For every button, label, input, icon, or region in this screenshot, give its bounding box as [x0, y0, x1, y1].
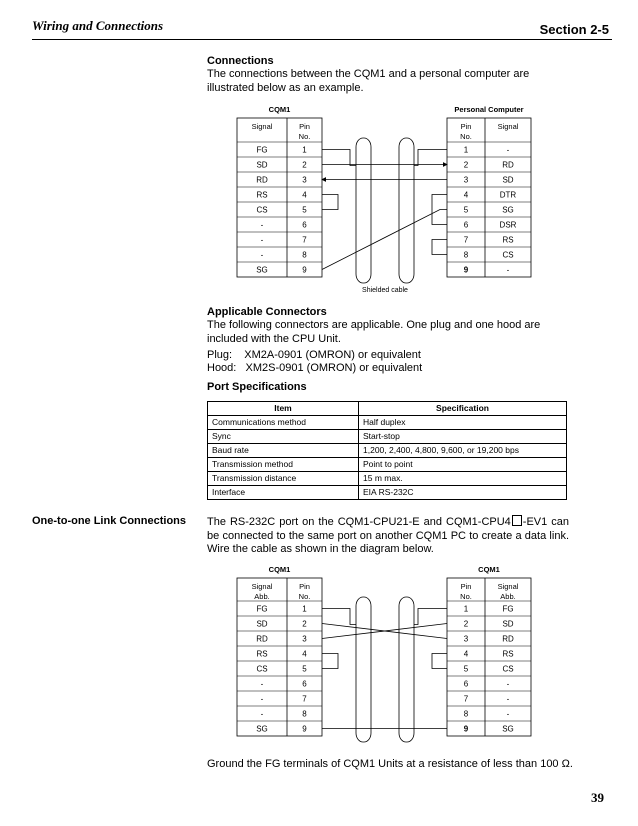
margin-heading-one-to-one: One-to-one Link Connections — [32, 515, 186, 527]
applicable-heading: Applicable Connectors — [207, 306, 327, 318]
left-pin-cell: 9 — [302, 265, 307, 275]
right-head-pin: Pin — [460, 122, 472, 131]
right-signal-cell: DSR — [499, 220, 517, 230]
right-pin-cell: 6 — [463, 679, 469, 689]
left-signal-cell: RS — [256, 649, 268, 659]
left-signal-cell: - — [260, 250, 264, 260]
left-pin-cell: 6 — [302, 220, 307, 230]
left-head-signal: Signal — [251, 582, 273, 591]
right-signal-cell: SD — [502, 175, 514, 185]
cable-shield-right — [399, 597, 414, 742]
left-signal-cell: RD — [256, 634, 268, 644]
right-pin-cell: 5 — [463, 205, 469, 215]
one-to-one-text-a: The RS-232C port on the CQM1-CPU21-E and CQM1-CPU4 — [207, 516, 511, 528]
left-signal-cell: CS — [256, 664, 268, 674]
right-signal-cell: - — [506, 694, 510, 704]
left-pin-cell: 3 — [302, 634, 307, 644]
right-pin-cell: 4 — [463, 649, 469, 659]
right-pin-cell: 4 — [463, 190, 469, 200]
right-pin-cell: 2 — [463, 619, 469, 629]
spec-item-cell: Communications method — [208, 416, 359, 430]
left-signal-cell: - — [260, 235, 264, 245]
port-spec-heading: Port Specifications — [207, 381, 307, 393]
right-head-signal: Abb. — [500, 592, 516, 601]
left-signal-cell: - — [260, 220, 264, 230]
connections-text: The connections between the CQM1 and a personal computer are illustrated below as an example. — [207, 68, 530, 94]
left-pin-cell: 6 — [302, 679, 307, 689]
applicable-text: The following connectors are applicable. One plug and one hood are included with the CPU Unit. — [207, 319, 541, 345]
left-signal-cell: - — [260, 694, 264, 704]
left-pin-cell: 9 — [302, 724, 307, 734]
page-number: 39 — [591, 790, 604, 805]
right-pin-cell: 2 — [463, 160, 469, 170]
wire-rs-cs-loop-left — [322, 654, 338, 669]
right-pin-cell: 8 — [463, 709, 469, 719]
left-pin-cell: 5 — [302, 664, 307, 674]
left-pin-cell: 3 — [302, 175, 307, 185]
hood-line: Hood: XM2S-0901 (OMRON) or equivalent — [207, 362, 423, 374]
right-signal-cell: CS — [502, 664, 514, 674]
left-signal-cell: FG — [256, 604, 268, 614]
left-signal-cell: RS — [256, 190, 268, 200]
right-connector-box — [447, 578, 531, 736]
left-signal-cell: RD — [256, 175, 268, 185]
header-section: Section 2-5 — [539, 22, 609, 37]
ground-note: Ground the FG terminals of CQM1 Units at a resistance of less than 100 Ω. — [207, 758, 573, 770]
spec-item-cell: Transmission method — [208, 458, 359, 472]
right-signal-cell: RS — [502, 649, 514, 659]
left-signal-cell: - — [260, 709, 264, 719]
spec-value-cell: Half duplex — [359, 416, 567, 430]
left-pin-cell: 7 — [302, 235, 307, 245]
connections-heading: Connections — [207, 55, 274, 67]
left-signal-cell: SG — [256, 724, 268, 734]
right-head-signal: Signal — [497, 582, 519, 591]
left-head-signal: Signal — [251, 122, 273, 131]
header-title: Wiring and Connections — [32, 18, 164, 33]
right-head-pin: No. — [460, 132, 472, 141]
left-head-pin: Pin — [299, 122, 310, 131]
left-head-pin: No. — [298, 132, 311, 141]
right-signal-cell: - — [506, 145, 510, 155]
left-head-signal: Abb. — [254, 592, 270, 601]
right-signal-cell: RS — [502, 235, 514, 245]
right-connector-title: Personal Computer — [454, 105, 524, 114]
wire-rs-cs-loop-right — [432, 654, 447, 669]
right-pin-cell: 3 — [463, 634, 469, 644]
right-signal-cell: SD — [502, 619, 514, 629]
right-signal-cell: RD — [502, 160, 514, 170]
left-signal-cell: SG — [256, 265, 268, 275]
right-pin-cell: 1 — [463, 604, 469, 614]
left-pin-cell: 4 — [302, 190, 307, 200]
right-signal-cell: - — [506, 709, 510, 719]
cable-shield-left — [356, 597, 371, 742]
left-pin-cell: 1 — [302, 145, 307, 155]
left-pin-cell: 5 — [302, 205, 307, 215]
right-pin-cell: 8 — [463, 250, 469, 260]
spec-value-cell: 15 m max. — [359, 472, 567, 486]
left-pin-cell: 2 — [302, 619, 307, 629]
right-pin-cell: 6 — [463, 220, 469, 230]
spec-value-cell: Start-stop — [359, 430, 567, 444]
spec-item-cell: Baud rate — [208, 444, 359, 458]
right-signal-cell: DTR — [499, 190, 517, 200]
spec-item-cell: Transmission distance — [208, 472, 359, 486]
right-signal-cell: - — [506, 679, 510, 689]
spec-value-cell: EIA RS-232C — [359, 486, 567, 500]
left-head-pin: No. — [298, 592, 311, 601]
left-pin-cell: 7 — [302, 694, 307, 704]
shielded-cable-label: Shielded cable — [362, 287, 408, 294]
right-head-signal: Signal — [497, 122, 519, 131]
left-signal-cell: FG — [256, 145, 268, 155]
col-header-spec: Specification — [359, 402, 567, 416]
spec-item-cell: Interface — [208, 486, 359, 500]
wire-fg-shield-right — [414, 609, 447, 625]
left-pin-cell: 1 — [302, 604, 307, 614]
right-signal-cell: SG — [502, 205, 514, 215]
left-pin-cell: 8 — [302, 709, 307, 719]
right-pin-cell: 9 — [463, 724, 469, 734]
one-to-one-text-b: -EV1 can be connected to the same port on another CQM1 PC to create a data link. Wire the cable as shown in the diagram below. — [207, 516, 569, 555]
left-connector-title: CQM1 — [268, 105, 291, 114]
left-connector-box — [237, 578, 322, 736]
right-pin-cell: 7 — [463, 694, 469, 704]
spec-item-cell: Sync — [208, 430, 359, 444]
right-signal-cell: CS — [502, 250, 514, 260]
right-head-pin: Pin — [460, 582, 472, 591]
right-signal-cell: SG — [502, 724, 514, 734]
right-signal-cell: RD — [502, 634, 514, 644]
right-pin-cell: 9 — [463, 265, 469, 275]
right-connector-title: CQM1 — [478, 565, 500, 574]
left-pin-cell: 4 — [302, 649, 307, 659]
spec-value-cell: Point to point — [359, 458, 567, 472]
right-signal-cell: FG — [502, 604, 514, 614]
left-pin-cell: 8 — [302, 250, 307, 260]
left-pin-cell: 2 — [302, 160, 307, 170]
left-signal-cell: CS — [256, 205, 268, 215]
left-signal-cell: - — [260, 679, 264, 689]
left-signal-cell: SD — [256, 619, 268, 629]
col-header-item: Item — [208, 402, 359, 416]
right-head-pin: No. — [460, 592, 472, 601]
right-signal-cell: - — [506, 265, 510, 275]
spec-value-cell: 1,200, 2,400, 4,800, 9,600, or 19,200 bps — [359, 444, 567, 458]
right-pin-cell: 5 — [463, 664, 469, 674]
plug-line: Plug: XM2A-0901 (OMRON) or equivalent — [207, 349, 421, 361]
wire-fg-shield-left — [322, 609, 356, 625]
left-head-pin: Pin — [299, 582, 310, 591]
left-signal-cell: SD — [256, 160, 268, 170]
right-pin-cell: 3 — [463, 175, 469, 185]
left-connector-title: CQM1 — [268, 565, 291, 574]
right-pin-cell: 1 — [463, 145, 469, 155]
right-pin-cell: 7 — [463, 235, 469, 245]
